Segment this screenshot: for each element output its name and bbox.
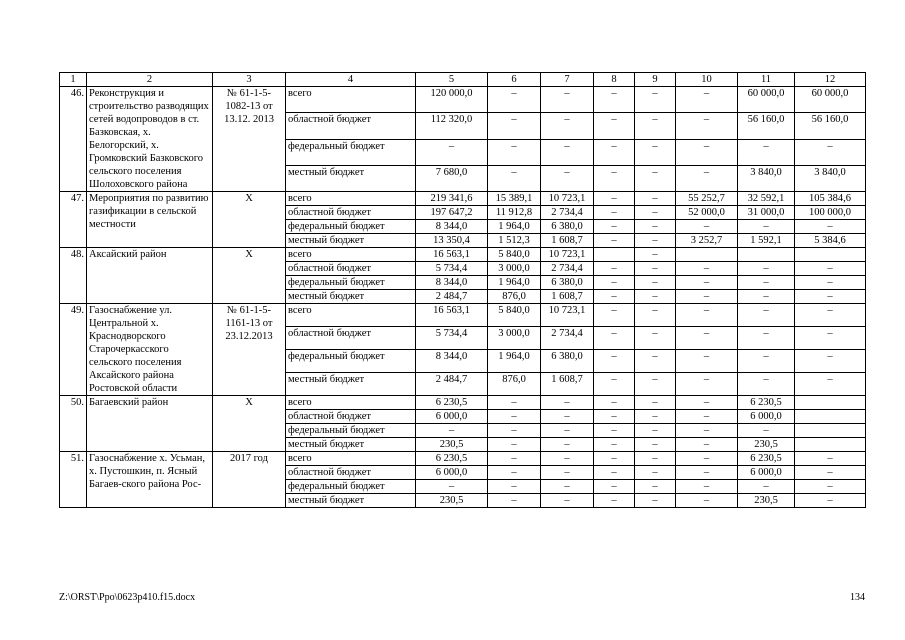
amount-cell: –: [541, 410, 594, 424]
amount-cell: –: [488, 139, 541, 165]
amount-cell: 2 734,4: [541, 206, 594, 220]
amount-cell: –: [795, 480, 866, 494]
amount-cell: –: [795, 373, 866, 396]
amount-cell: –: [738, 327, 795, 350]
amount-cell: 56 160,0: [738, 113, 795, 139]
amount-cell: –: [676, 276, 738, 290]
amount-cell: 2 734,4: [541, 327, 594, 350]
column-header: 2: [87, 73, 213, 87]
amount-cell: –: [488, 466, 541, 480]
amount-cell: [738, 248, 795, 262]
table-row: [60, 248, 866, 262]
amount-cell: –: [594, 424, 635, 438]
amount-cell: [795, 438, 866, 452]
amount-cell: –: [795, 466, 866, 480]
amount-cell: 105 384,6: [795, 192, 866, 206]
row-number: 47.: [60, 192, 87, 248]
amount-cell: –: [541, 466, 594, 480]
amount-cell: 13 350,4: [416, 234, 488, 248]
amount-cell: 5 840,0: [488, 304, 541, 327]
amount-cell: –: [594, 466, 635, 480]
funding-source: местный бюджет: [286, 234, 416, 248]
funding-source: всего: [286, 396, 416, 410]
amount-cell: 6 380,0: [541, 220, 594, 234]
measure-name: Газоснабжение х. Усьман, х. Пустошкин, п. Ясный Багаев-ского района Рос-: [87, 452, 213, 508]
amount-cell: 10 723,1: [541, 248, 594, 262]
amount-cell: 8 344,0: [416, 350, 488, 373]
amount-cell: –: [795, 220, 866, 234]
column-header: 12: [795, 73, 866, 87]
amount-cell: –: [738, 290, 795, 304]
amount-cell: 3 840,0: [738, 165, 795, 191]
amount-cell: –: [541, 87, 594, 113]
amount-cell: –: [594, 396, 635, 410]
amount-cell: –: [795, 139, 866, 165]
amount-cell: –: [676, 304, 738, 327]
amount-cell: –: [594, 438, 635, 452]
amount-cell: –: [795, 304, 866, 327]
amount-cell: –: [594, 220, 635, 234]
amount-cell: 6 380,0: [541, 350, 594, 373]
amount-cell: –: [594, 113, 635, 139]
amount-cell: –: [488, 480, 541, 494]
amount-cell: –: [635, 438, 676, 452]
amount-cell: –: [635, 262, 676, 276]
funding-source: областной бюджет: [286, 327, 416, 350]
funding-source: местный бюджет: [286, 373, 416, 396]
funding-source: федеральный бюджет: [286, 139, 416, 165]
amount-cell: –: [795, 452, 866, 466]
amount-cell: 8 344,0: [416, 276, 488, 290]
amount-cell: –: [488, 494, 541, 508]
column-header: 7: [541, 73, 594, 87]
amount-cell: 3 000,0: [488, 327, 541, 350]
amount-cell: –: [635, 290, 676, 304]
amount-cell: 3 840,0: [795, 165, 866, 191]
amount-cell: 2 734,4: [541, 262, 594, 276]
amount-cell: –: [541, 494, 594, 508]
amount-cell: –: [594, 234, 635, 248]
amount-cell: 6 380,0: [541, 276, 594, 290]
amount-cell: –: [541, 424, 594, 438]
amount-cell: –: [635, 304, 676, 327]
amount-cell: 5 840,0: [488, 248, 541, 262]
amount-cell: –: [738, 220, 795, 234]
column-header: 11: [738, 73, 795, 87]
measure-name: Мероприятия по развитию газификации в сельской местности: [87, 192, 213, 248]
funding-source: федеральный бюджет: [286, 220, 416, 234]
amount-cell: 5 384,6: [795, 234, 866, 248]
amount-cell: –: [635, 452, 676, 466]
amount-cell: –: [635, 206, 676, 220]
amount-cell: –: [635, 480, 676, 494]
footer-file-path: Z:\ORST\Ppo\0623p410.f15.docx: [59, 592, 196, 603]
amount-cell: [676, 248, 738, 262]
budget-table: [59, 72, 866, 508]
amount-cell: –: [738, 350, 795, 373]
amount-cell: 230,5: [738, 494, 795, 508]
column-header: 5: [416, 73, 488, 87]
funding-source: федеральный бюджет: [286, 424, 416, 438]
amount-cell: 6 230,5: [416, 396, 488, 410]
funding-source: всего: [286, 192, 416, 206]
amount-cell: –: [676, 494, 738, 508]
amount-cell: –: [635, 234, 676, 248]
measure-name: Аксайский район: [87, 248, 213, 304]
amount-cell: –: [635, 396, 676, 410]
amount-cell: –: [594, 290, 635, 304]
amount-cell: 876,0: [488, 290, 541, 304]
document-reference: № 61-1-5-1082-13 от 13.12. 2013: [213, 87, 286, 192]
table-row: [60, 304, 866, 327]
funding-source: всего: [286, 452, 416, 466]
amount-cell: –: [488, 424, 541, 438]
amount-cell: –: [676, 424, 738, 438]
amount-cell: [795, 248, 866, 262]
amount-cell: –: [541, 113, 594, 139]
funding-source: федеральный бюджет: [286, 276, 416, 290]
amount-cell: –: [676, 452, 738, 466]
amount-cell: –: [635, 494, 676, 508]
amount-cell: –: [795, 327, 866, 350]
amount-cell: –: [541, 438, 594, 452]
document-reference: Х: [213, 248, 286, 304]
amount-cell: –: [795, 494, 866, 508]
document-reference: Х: [213, 396, 286, 452]
amount-cell: –: [635, 466, 676, 480]
amount-cell: –: [676, 113, 738, 139]
amount-cell: 32 592,1: [738, 192, 795, 206]
amount-cell: 10 723,1: [541, 304, 594, 327]
amount-cell: –: [635, 113, 676, 139]
amount-cell: –: [635, 220, 676, 234]
column-header: 6: [488, 73, 541, 87]
amount-cell: –: [676, 466, 738, 480]
amount-cell: 16 563,1: [416, 248, 488, 262]
amount-cell: [594, 248, 635, 262]
amount-cell: –: [541, 480, 594, 494]
amount-cell: –: [738, 276, 795, 290]
amount-cell: –: [676, 410, 738, 424]
amount-cell: –: [738, 262, 795, 276]
amount-cell: –: [676, 438, 738, 452]
amount-cell: –: [488, 87, 541, 113]
amount-cell: 60 000,0: [795, 87, 866, 113]
amount-cell: –: [738, 480, 795, 494]
row-number: 51.: [60, 452, 87, 508]
amount-cell: 6 230,5: [416, 452, 488, 466]
amount-cell: –: [541, 396, 594, 410]
amount-cell: –: [594, 373, 635, 396]
amount-cell: –: [795, 290, 866, 304]
amount-cell: –: [635, 424, 676, 438]
amount-cell: 1 964,0: [488, 220, 541, 234]
amount-cell: –: [738, 139, 795, 165]
amount-cell: –: [676, 327, 738, 350]
amount-cell: 1 512,3: [488, 234, 541, 248]
amount-cell: –: [416, 480, 488, 494]
amount-cell: 6 000,0: [738, 410, 795, 424]
amount-cell: 1 964,0: [488, 276, 541, 290]
amount-cell: 6 000,0: [416, 466, 488, 480]
amount-cell: 16 563,1: [416, 304, 488, 327]
column-header: 3: [213, 73, 286, 87]
table-row: [60, 396, 866, 410]
amount-cell: 112 320,0: [416, 113, 488, 139]
amount-cell: –: [635, 373, 676, 396]
amount-cell: –: [635, 350, 676, 373]
amount-cell: 7 680,0: [416, 165, 488, 191]
amount-cell: 5 734,4: [416, 262, 488, 276]
amount-cell: 5 734,4: [416, 327, 488, 350]
measure-name: Багаевский район: [87, 396, 213, 452]
amount-cell: [795, 396, 866, 410]
amount-cell: –: [594, 262, 635, 276]
amount-cell: 3 252,7: [676, 234, 738, 248]
page-number: 134: [850, 592, 865, 603]
amount-cell: –: [635, 276, 676, 290]
amount-cell: 2 484,7: [416, 290, 488, 304]
amount-cell: –: [594, 139, 635, 165]
amount-cell: 1 964,0: [488, 350, 541, 373]
amount-cell: 15 389,1: [488, 192, 541, 206]
amount-cell: –: [541, 139, 594, 165]
amount-cell: –: [738, 373, 795, 396]
funding-source: всего: [286, 87, 416, 113]
amount-cell: [795, 410, 866, 424]
amount-cell: –: [635, 165, 676, 191]
amount-cell: 1 592,1: [738, 234, 795, 248]
amount-cell: 230,5: [416, 438, 488, 452]
measure-name: Газоснабжение ул. Центральной х. Краснодворского Старочеркасского сельского поселения Аксайского района Ростовской области: [87, 304, 213, 396]
amount-cell: –: [635, 248, 676, 262]
amount-cell: –: [416, 424, 488, 438]
funding-source: местный бюджет: [286, 438, 416, 452]
document-reference: Х: [213, 192, 286, 248]
amount-cell: 120 000,0: [416, 87, 488, 113]
table-row: [60, 452, 866, 466]
amount-cell: –: [488, 438, 541, 452]
row-number: 50.: [60, 396, 87, 452]
amount-cell: –: [488, 410, 541, 424]
amount-cell: 3 000,0: [488, 262, 541, 276]
measure-name: Реконструкция и строительство разводящих сетей водопроводов в ст. Базковская, х. Белогорский, х. Громковский Базковского сельского поселения Шолоховского района: [87, 87, 213, 192]
amount-cell: –: [676, 165, 738, 191]
funding-source: областной бюджет: [286, 466, 416, 480]
amount-cell: –: [594, 192, 635, 206]
amount-cell: –: [676, 262, 738, 276]
amount-cell: –: [594, 410, 635, 424]
amount-cell: –: [676, 480, 738, 494]
document-reference: № 61-1-5-1161-13 от 23.12.2013: [213, 304, 286, 396]
amount-cell: 1 608,7: [541, 234, 594, 248]
amount-cell: 31 000,0: [738, 206, 795, 220]
table-header-row: [60, 73, 866, 87]
amount-cell: –: [594, 87, 635, 113]
amount-cell: –: [676, 373, 738, 396]
amount-cell: –: [541, 165, 594, 191]
column-header: 8: [594, 73, 635, 87]
funding-source: местный бюджет: [286, 165, 416, 191]
amount-cell: –: [488, 165, 541, 191]
funding-source: местный бюджет: [286, 290, 416, 304]
amount-cell: –: [594, 494, 635, 508]
amount-cell: –: [795, 350, 866, 373]
amount-cell: –: [594, 206, 635, 220]
column-header: 9: [635, 73, 676, 87]
amount-cell: –: [676, 87, 738, 113]
amount-cell: –: [738, 424, 795, 438]
row-number: 49.: [60, 304, 87, 396]
amount-cell: 56 160,0: [795, 113, 866, 139]
amount-cell: 10 723,1: [541, 192, 594, 206]
amount-cell: –: [676, 396, 738, 410]
amount-cell: –: [676, 290, 738, 304]
amount-cell: –: [594, 350, 635, 373]
funding-source: местный бюджет: [286, 494, 416, 508]
amount-cell: 6 000,0: [416, 410, 488, 424]
amount-cell: –: [488, 396, 541, 410]
amount-cell: –: [635, 327, 676, 350]
amount-cell: 1 608,7: [541, 290, 594, 304]
amount-cell: –: [594, 327, 635, 350]
amount-cell: –: [594, 452, 635, 466]
amount-cell: 55 252,7: [676, 192, 738, 206]
amount-cell: –: [635, 87, 676, 113]
amount-cell: –: [676, 220, 738, 234]
amount-cell: –: [635, 192, 676, 206]
amount-cell: –: [541, 452, 594, 466]
column-header: 4: [286, 73, 416, 87]
amount-cell: –: [488, 452, 541, 466]
amount-cell: 876,0: [488, 373, 541, 396]
amount-cell: –: [594, 480, 635, 494]
table-row: [60, 192, 866, 206]
amount-cell: –: [738, 304, 795, 327]
amount-cell: 11 912,8: [488, 206, 541, 220]
amount-cell: –: [795, 262, 866, 276]
funding-source: федеральный бюджет: [286, 350, 416, 373]
amount-cell: –: [635, 139, 676, 165]
funding-source: всего: [286, 248, 416, 262]
amount-cell: 100 000,0: [795, 206, 866, 220]
funding-source: областной бюджет: [286, 113, 416, 139]
amount-cell: [795, 424, 866, 438]
amount-cell: –: [416, 139, 488, 165]
funding-source: областной бюджет: [286, 410, 416, 424]
amount-cell: –: [795, 276, 866, 290]
amount-cell: 1 608,7: [541, 373, 594, 396]
amount-cell: 6 000,0: [738, 466, 795, 480]
amount-cell: 6 230,5: [738, 396, 795, 410]
amount-cell: –: [676, 350, 738, 373]
column-header: 1: [60, 73, 87, 87]
amount-cell: –: [635, 410, 676, 424]
amount-cell: 52 000,0: [676, 206, 738, 220]
amount-cell: 6 230,5: [738, 452, 795, 466]
amount-cell: 60 000,0: [738, 87, 795, 113]
column-header: 10: [676, 73, 738, 87]
amount-cell: –: [488, 113, 541, 139]
amount-cell: 230,5: [738, 438, 795, 452]
amount-cell: 230,5: [416, 494, 488, 508]
funding-source: федеральный бюджет: [286, 480, 416, 494]
funding-source: всего: [286, 304, 416, 327]
amount-cell: 197 647,2: [416, 206, 488, 220]
amount-cell: 219 341,6: [416, 192, 488, 206]
amount-cell: –: [594, 304, 635, 327]
amount-cell: –: [676, 139, 738, 165]
funding-source: областной бюджет: [286, 262, 416, 276]
table-row: [60, 87, 866, 113]
amount-cell: –: [594, 165, 635, 191]
amount-cell: 8 344,0: [416, 220, 488, 234]
amount-cell: –: [594, 276, 635, 290]
amount-cell: 2 484,7: [416, 373, 488, 396]
funding-source: областной бюджет: [286, 206, 416, 220]
row-number: 46.: [60, 87, 87, 192]
document-reference: 2017 год: [213, 452, 286, 508]
row-number: 48.: [60, 248, 87, 304]
